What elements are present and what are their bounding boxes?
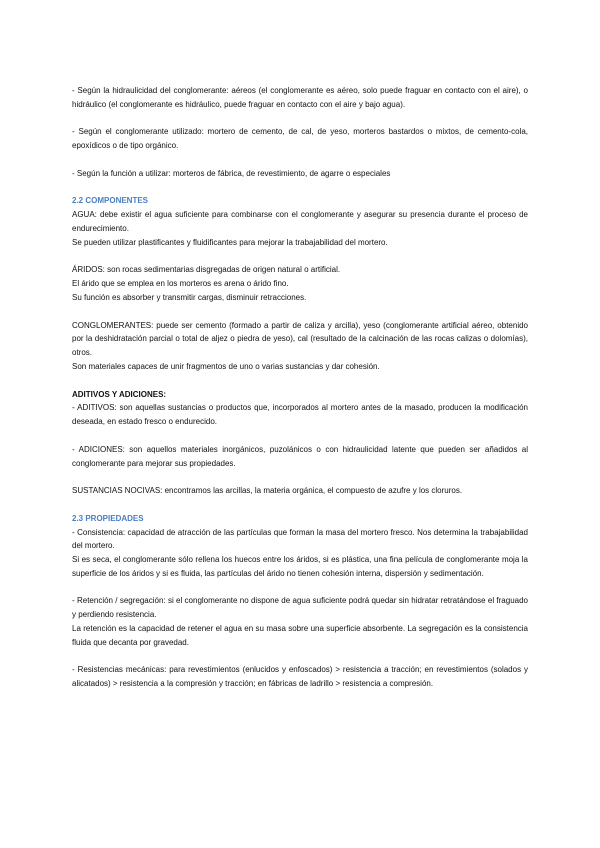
paragraph-aridos: ÁRIDOS: son rocas sedimentarias disgregadas de origen natural o artificial.: [72, 265, 341, 275]
paragraph-sustancias-nocivas: SUSTANCIAS NOCIVAS: encontramos las arcillas, la materia orgánica, el compuesto de azufre y los cloruros.: [72, 486, 463, 496]
paragraph-aridos-arena: El árido que se emplea en los morteros es arena o árido fino.: [72, 279, 289, 289]
paragraph-conglomerante-utilizado: - Según el conglomerante utilizado: mortero de cemento, de cal, de yeso, morteros bastardos o mixtos, de cemento-cola, epoxídicos o de tipo orgánico.: [72, 127, 528, 151]
paragraph-hidraulicidad: - Según la hidraulicidad del conglomerante: aéreos (el conglomerante es aéreo, solo puede fraguar en contacto con el aire), o hidráulico (el conglomerante es hidráulico, puede fraguar en contacto con el aire y bajo agua).: [72, 86, 528, 109]
section-heading-propiedades: 2.3 PROPIEDADES: [72, 513, 144, 523]
section-heading-componentes: 2.2 COMPONENTES: [72, 196, 149, 206]
paragraph-consistencia-tipos: Si es seca, el conglomerante sólo rellena los huecos entre los áridos, si es plástica, una fina película de conglomerante moja la superficie de los áridos y si es fluida, las partículas del árido no tienen cohesión interna, dispersión y sedimentación.: [72, 555, 528, 578]
paragraph-retencion-definicion: La retención es la capacidad de retener el agua en su masa sobre una superficie absorbente. La segregación es la consistencia fluida que decanta por gravedad.: [72, 624, 528, 647]
paragraph-adiciones: - ADICIONES: son aquellos materiales inorgánicos, puzolánicos o con hidraulicidad latente que pueden ser añadidos al conglomerante para mejorar sus propiedades.: [72, 444, 528, 468]
paragraph-resistencias: - Resistencias mecánicas: para revestimientos (enlucidos y enfoscados) > resistencia a tracción; en revestimientos (solados y alicatados) > resistencia a la compresión y tracción; en fábricas de ladrillo > resistencia a compresión.: [72, 665, 528, 689]
paragraph-funcion: - Según la función a utilizar: morteros de fábrica, de revestimiento, de agarre o especiales: [72, 168, 391, 178]
paragraph-conglomerantes: CONGLOMERANTES: puede ser cemento (formado a partir de caliza y arcilla), yeso (conglomerante artificial aéreo, obtenido por la deshidratación parcial o total de aljez o piedra de yeso), cal (resultado de la calcinación de las rocas calizas o dolomías), otros.: [72, 320, 528, 358]
paragraph-agua: AGUA: debe existir el agua suficiente para combinarse con el conglomerante y asegurar su presencia durante el proceso de endurecimiento.: [72, 210, 528, 233]
paragraph-aditivos: - ADITIVOS: son aquellas sustancias o productos que, incorporados al mortero antes de la masado, producen la modificación deseada, en estado fresco o endurecido.: [72, 403, 528, 427]
paragraph-aridos-funcion: Su función es absorber y transmitir cargas, disminuir retracciones.: [72, 292, 307, 302]
paragraph-consistencia: - Consistencia: capacidad de atracción de las partículas que forman la masa del mortero fresco. Nos determina la trabajabilidad del mortero.: [72, 527, 528, 551]
document-page: [72, 84, 528, 691]
paragraph-conglomerantes-cohesion: Son materiales capaces de unir fragmentos de uno o varias sustancias y dar cohesión.: [72, 361, 380, 371]
paragraph-retencion: - Retención / segregación: si el conglomerante no dispone de agua suficiente podrá quedar sin hidratar retratándose el fraguado y perdiendo resistencia.: [72, 596, 528, 620]
paragraph-agua-plastificantes: Se pueden utilizar plastificantes y fluidificantes para mejorar la trabajabilidad del mortero.: [72, 237, 388, 247]
subheading-aditivos-adiciones: ADITIVOS Y ADICIONES:: [72, 389, 167, 399]
